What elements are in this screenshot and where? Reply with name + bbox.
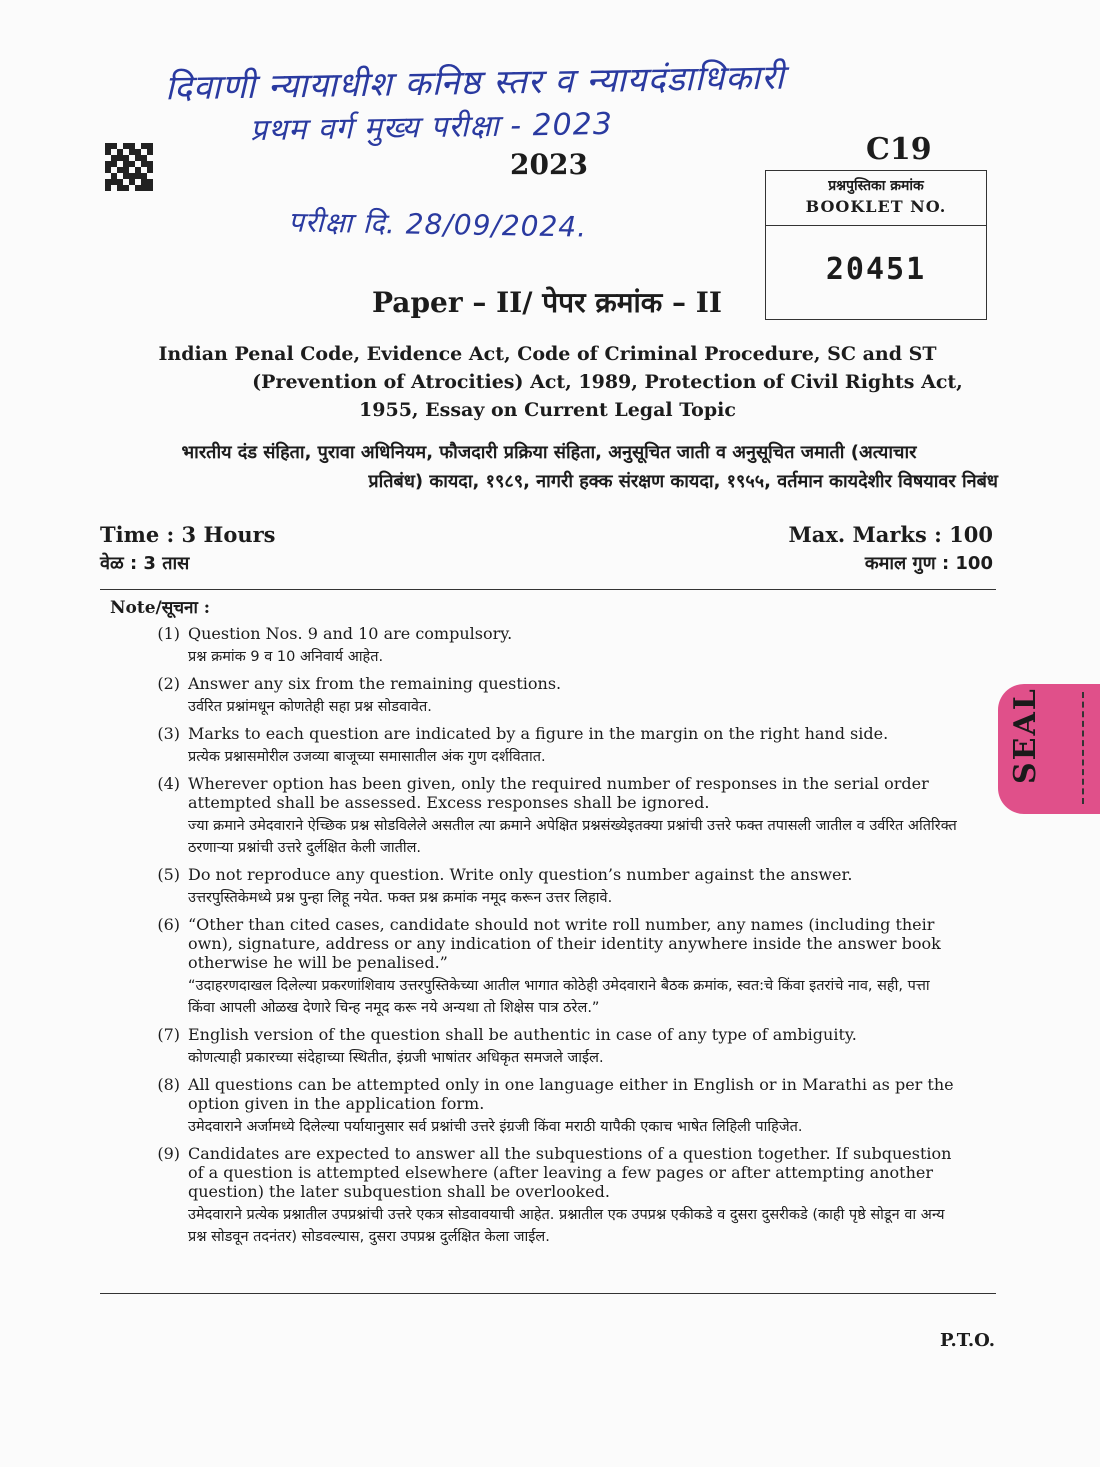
booklet-number-box — [765, 170, 987, 320]
subject-marathi-line: प्रतिबंध) कायदा, १९८९, नागरी हक्क संरक्षण कायदा, १९५५, वर्तमान कायदेशीर विषयावर निबंध — [368, 471, 998, 492]
note-item — [100, 724, 958, 768]
note-marathi: कोणत्याही प्रकारच्या संदेहाच्या स्थितीत, इंग्रजी भाषांतर अधिकृत समजले जाईल. — [188, 1050, 604, 1066]
time-english: Time : 3 Hours — [100, 522, 276, 547]
time-marathi: वेळ : 3 तास — [100, 553, 190, 574]
note-item — [100, 1144, 958, 1248]
note-marathi: उमेदवाराने प्रत्येक प्रश्नातील उपप्रश्नांची उत्तरे एकत्र सोडवावयाची आहेत. प्रश्नातील एक उपप्रश्न एकीकडे व दुसरा दुसरीकडे (काही पृष्ठे सोडून वा अन्य प्रश्न सोडवून तदनंतर) सोडवल्यास, दुसरा उपप्रश्न दुर्लक्षित केला जाईल. — [188, 1207, 945, 1245]
subject-english-line: 1955, Essay on Current Legal Topic — [359, 399, 736, 421]
booklet-label-marathi: प्रश्नपुस्तिका क्रमांक — [828, 178, 924, 194]
qr-code-icon — [105, 143, 153, 191]
pto-footer: P.T.O. — [939, 1330, 995, 1351]
paper-title: Paper – II/ पेपर क्रमांक – II — [372, 286, 722, 319]
note-marathi: उमेदवाराने अर्जामध्ये दिलेल्या पर्यायानुसार सर्व प्रश्नांची उत्तरे इंग्रजी किंवा मराठी यापैकी एकाच भाषेत लिहिली पाहिजेत. — [188, 1119, 803, 1135]
instructions-list — [100, 595, 958, 1254]
series-code: C19 — [866, 132, 932, 167]
note-number: (2) — [157, 674, 180, 693]
divider-bottom — [100, 1293, 996, 1294]
note-number: (7) — [157, 1025, 180, 1044]
handwritten-exam-date: परीक्षा दि. 28/09/2024. — [287, 205, 588, 244]
note-english: Marks to each question are indicated by a figure in the margin on the right hand side. — [188, 724, 889, 743]
note-marathi: उत्तरपुस्तिकेमध्ये प्रश्न पुन्हा लिहू नयेत. फक्त प्रश्न क्रमांक नमूद करून उत्तर लिहावे. — [188, 890, 613, 906]
subject-marathi-line: भारतीय दंड संहिता, पुरावा अधिनियम, फौजदारी प्रक्रिया संहिता, अनुसूचित जाती व अनुसूचित जमाती (अत्याचार — [181, 442, 917, 463]
note-number: (3) — [157, 724, 180, 743]
note-marathi: प्रत्येक प्रश्नासमोरील उजव्या बाजूच्या समासातील अंक गुण दर्शवितात. — [188, 749, 546, 765]
note-number: (1) — [157, 624, 180, 643]
note-marathi: ज्या क्रमाने उमेदवाराने ऐच्छिक प्रश्न सोडविलेले असतील त्या क्रमाने अपेक्षित प्रश्नसंख्येइतक्या प्रश्नांची उत्तरे फक्त तपासली जातील व उर्वरित अतिरिक्त ठरणाऱ्या प्रश्नांची उत्तरे दुर्लक्षित केली जातील. — [188, 818, 957, 856]
note-marathi: उर्वरित प्रश्नांमधून कोणतेही सहा प्रश्न सोडवावेत. — [188, 699, 432, 715]
note-english: Answer any six from the remaining questions. — [188, 674, 562, 693]
marks-marathi: कमाल गुण : 100 — [864, 553, 993, 574]
max-marks — [789, 520, 994, 578]
subject-english — [100, 340, 995, 424]
note-marathi: “उदाहरणदाखल दिलेल्या प्रकरणांशिवाय उत्तरपुस्तिकेच्या आतील भागात कोठेही उमेदवाराने बैठक क्रमांक, स्वत:चे किंवा इतरांचे नाव, सही, पत्ता किंवा आपली ओळख देणारे चिन्ह नमूद करू नये अन्यथा तो शिक्षेस पात्र ठरेल.” — [188, 978, 930, 1016]
exam-year: 2023 — [510, 148, 588, 181]
note-number: (4) — [157, 774, 180, 793]
note-marathi: प्रश्न क्रमांक 9 व 10 अनिवार्य आहेत. — [188, 649, 384, 665]
note-item — [100, 774, 958, 859]
note-english: “Other than cited cases, candidate should not write roll number, any names (including their own), signature, address or any indication of their identity anywhere inside the answer book otherwise he will be penalised.” — [188, 915, 941, 972]
note-item — [100, 674, 958, 718]
note-number: (6) — [157, 915, 180, 934]
note-item — [100, 915, 958, 1019]
divider-top — [100, 589, 996, 590]
booklet-number: 20451 — [825, 252, 927, 287]
perforation-line — [1082, 692, 1084, 804]
note-number: (8) — [157, 1075, 180, 1094]
booklet-label-english: BOOKLET NO. — [805, 197, 947, 216]
note-number: (5) — [157, 865, 180, 884]
note-number: (9) — [157, 1144, 180, 1163]
note-item — [100, 1075, 958, 1138]
note-english: Candidates are expected to answer all the subquestions of a question together. If subquestion of a question is attempted elsewhere (after leaving a few pages or after attempting another question) the later subquestion shall be overlooked. — [188, 1144, 952, 1201]
subject-marathi — [100, 438, 998, 496]
note-english: English version of the question shall be authentic in case of any type of ambiguity. — [188, 1025, 857, 1044]
subject-english-line: (Prevention of Atrocities) Act, 1989, Protection of Civil Rights Act, — [252, 371, 963, 393]
notes-heading: Note/सूचना : — [110, 598, 211, 618]
note-english: Question Nos. 9 and 10 are compulsory. — [188, 624, 513, 643]
seal-label: SEAL — [1008, 687, 1043, 784]
subject-english-line: Indian Penal Code, Evidence Act, Code of Criminal Procedure, SC and ST — [158, 343, 937, 365]
seal-tab — [998, 684, 1100, 814]
note-item — [100, 1025, 958, 1069]
note-item — [100, 865, 958, 909]
note-english: Wherever option has been given, only the required number of responses in the serial order attempted shall be assessed. Excess responses shall be ignored. — [188, 774, 929, 812]
marks-english: Max. Marks : 100 — [788, 522, 993, 547]
handwritten-exam-title: दिवाणी न्यायाधीश कनिष्ठ स्तर व न्यायदंडाधिकारी — [164, 57, 786, 109]
note-item — [100, 624, 958, 668]
notes-container — [100, 624, 958, 1248]
time-allowed — [100, 520, 276, 578]
handwritten-exam-subtitle: प्रथम वर्ग मुख्य परीक्षा - 2023 — [249, 106, 614, 149]
note-english: All questions can be attempted only in one language either in English or in Marathi as per the option given in the application form. — [188, 1075, 954, 1113]
note-english: Do not reproduce any question. Write only question’s number against the answer. — [188, 865, 853, 884]
